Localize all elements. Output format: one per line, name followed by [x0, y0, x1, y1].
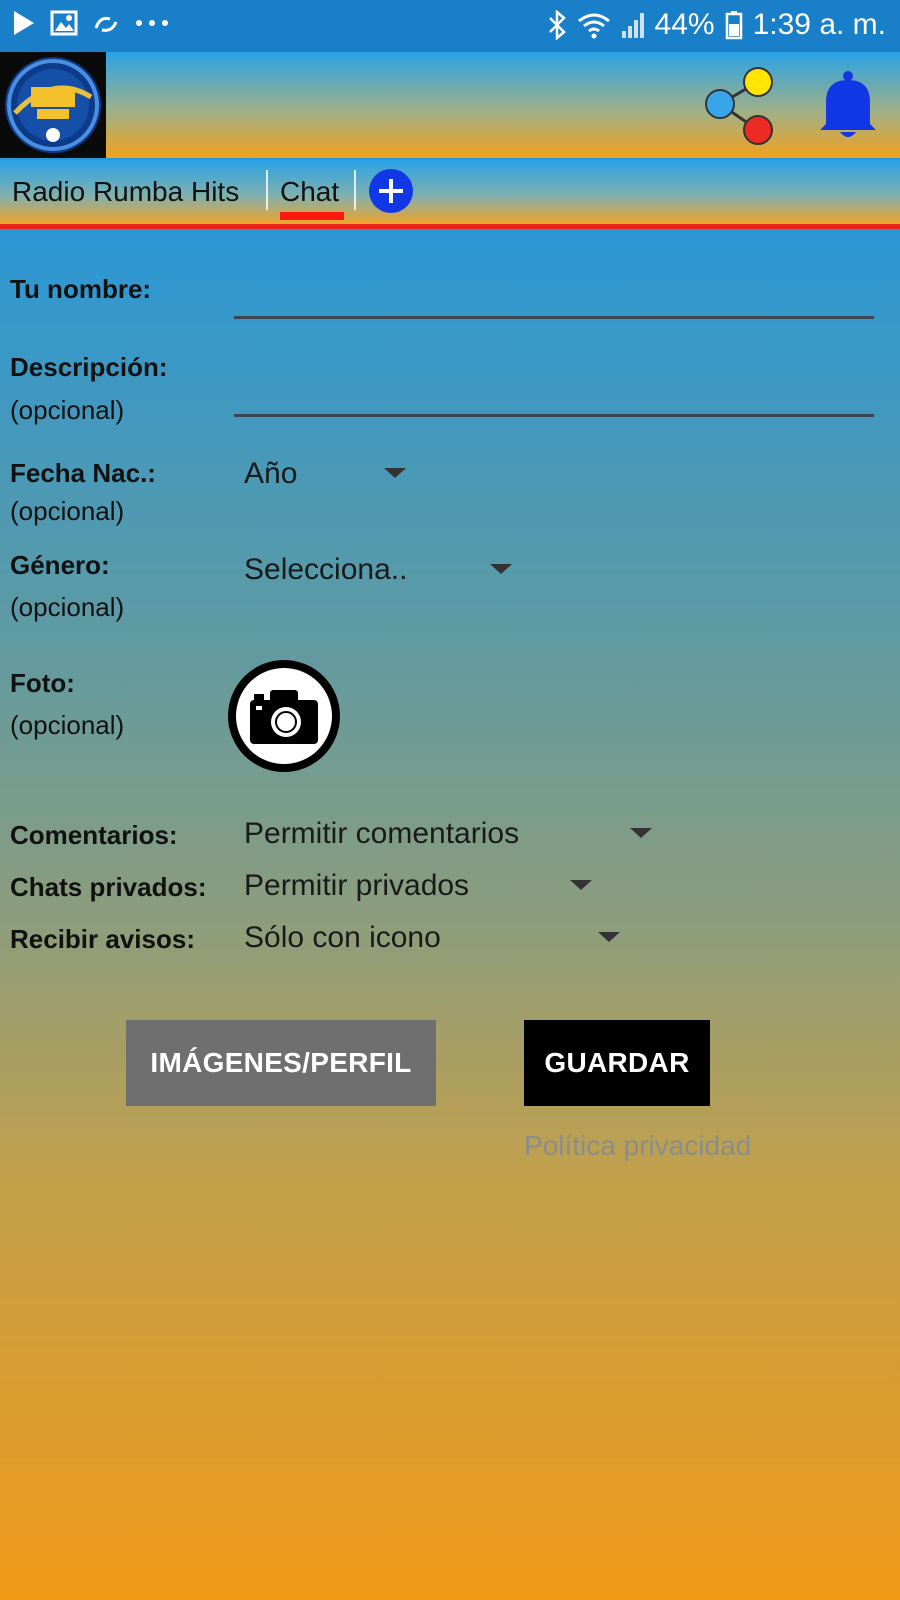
chevron-down-icon[interactable] — [630, 828, 652, 838]
photo-label: Foto: — [10, 668, 75, 698]
status-left — [12, 10, 170, 36]
bluetooth-icon — [547, 10, 567, 40]
camera-icon — [248, 686, 320, 746]
tab-bar-divider — [0, 224, 900, 229]
photo-sublabel: (opcional) — [10, 710, 125, 740]
private-chats-select[interactable]: Permitir privados — [244, 869, 470, 902]
add-tab-icon[interactable] — [368, 168, 414, 214]
image-icon — [50, 10, 78, 36]
private-chats-label: Chats privados: — [10, 872, 207, 902]
chevron-down-icon[interactable] — [384, 468, 406, 478]
birthdate-year-select[interactable]: Año — [244, 457, 298, 490]
signal-icon — [621, 11, 645, 39]
chevron-down-icon[interactable] — [490, 564, 512, 574]
gender-label: Género: — [10, 550, 110, 580]
active-tab-indicator — [280, 212, 344, 220]
more-icon — [134, 18, 170, 28]
privacy-policy-link[interactable]: Política privacidad — [524, 1130, 752, 1161]
description-field[interactable] — [234, 414, 874, 417]
tab-separator — [354, 170, 356, 210]
notifications-label: Recibir avisos: — [10, 924, 195, 954]
clock-time: 1:39 a. m. — [752, 8, 886, 41]
battery-percent: 44% — [654, 8, 715, 41]
bell-icon[interactable] — [816, 68, 880, 142]
comments-select[interactable]: Permitir comentarios — [244, 817, 520, 850]
description-label: Descripción: — [10, 352, 168, 382]
gender-select[interactable]: Selecciona.. — [244, 553, 408, 586]
share-icon[interactable] — [702, 64, 782, 148]
save-button[interactable]: GUARDAR — [524, 1020, 710, 1106]
status-right — [547, 8, 886, 42]
chevron-down-icon[interactable] — [570, 880, 592, 890]
camera-button[interactable] — [228, 660, 340, 772]
name-label: Tu nombre: — [10, 274, 152, 304]
tab-radio-rumba-hits[interactable]: Radio Rumba Hits — [12, 176, 240, 207]
description-sublabel: (opcional) — [10, 395, 125, 425]
name-field[interactable] — [234, 316, 874, 319]
play-icon — [12, 10, 36, 36]
sync-icon — [92, 10, 120, 36]
gender-sublabel: (opcional) — [10, 592, 125, 622]
chevron-down-icon[interactable] — [598, 932, 620, 942]
app-logo[interactable] — [0, 52, 106, 158]
notifications-select[interactable]: Sólo con icono — [244, 921, 441, 954]
tab-separator — [266, 170, 268, 210]
images-profile-button[interactable]: IMÁGENES/PERFIL — [126, 1020, 436, 1106]
comments-label: Comentarios: — [10, 820, 178, 850]
status-bar — [0, 0, 900, 52]
tab-chat[interactable]: Chat — [280, 176, 340, 207]
tab-bar — [0, 160, 900, 224]
birthdate-label: Fecha Nac.: — [10, 458, 156, 488]
wifi-icon — [577, 11, 611, 39]
battery-icon — [725, 10, 743, 40]
birthdate-sublabel: (opcional) — [10, 496, 125, 526]
